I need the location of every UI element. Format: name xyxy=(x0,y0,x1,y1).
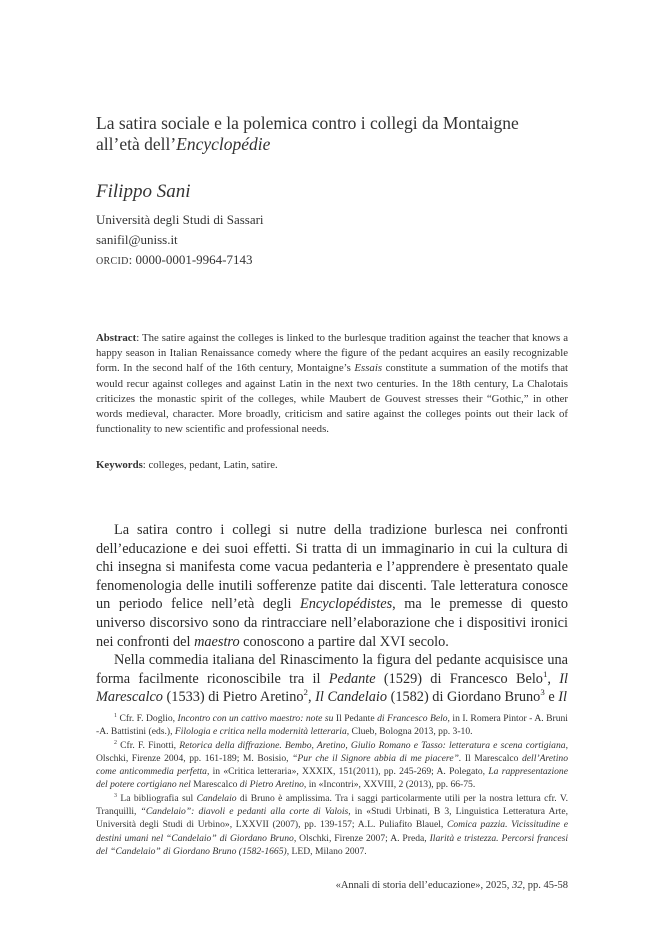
keywords: Keywords: colleges, pedant, Latin, satire. xyxy=(96,459,278,471)
footnote-number: 1 xyxy=(114,712,117,719)
paragraph: La satira contro i collegi si nutre della tradizione burlesca nei confronti dell’educazione e dei suoi effetti. Si tratta di un immaginario in cui la cultura di chi insegna si manifesta come vacua pedanteria e l’apprendere è presentato quale fenomenologia delle inutili sofferenze patite dai discenti. Tale letteratura conosce un periodo felice nell’età degli Encyclopédistes, ma le premesse di questo universo discorsivo sono da rintracciare nell’elaborazione che i dispositivi ironici nei confronti del maestro conoscono a partire dal XVI secolo. xyxy=(96,522,568,650)
article-title xyxy=(96,113,568,155)
footnote-ref[interactable]: 3 xyxy=(540,687,545,698)
email: sanifil@uniss.it xyxy=(96,232,178,247)
orcid: ORCID: 0000-0001-9964-7143 xyxy=(96,252,253,267)
title-line-2: all’età dell’Encyclopédie xyxy=(96,134,271,154)
title-line-1: La satira sociale e la polemica contro i collegi da Montaigne xyxy=(96,113,519,133)
footnote-ref[interactable]: 1 xyxy=(542,668,548,679)
footnote-ref[interactable]: 2 xyxy=(303,687,308,698)
footnote: $^1$ Cfr. F. Doglio, Incontro con un cattivo maestro: note su Il Pedante di Francesco Belo, in I. Romera Pintor - A. Bruni -A. Battistini (eds.), Filologia e critica nella modernità letteraria, Clueb, Bologna 2013, pp. 3-10. xyxy=(96,712,568,738)
author-name: Filippo Sani xyxy=(96,181,191,202)
affiliation: Università degli Studi di Sassari xyxy=(96,212,264,227)
abstract-label: Abstract xyxy=(96,332,137,344)
footnote-number: 3 xyxy=(114,792,117,799)
paragraph: Nella commedia italiana del Rinascimento la figura del pedante acquisisce una forma facilmente riconoscibile tra il Pedante (1529) di Francesco Belo$^1$, Il Marescalco (1533) di Pietro Aretino$^2$, Il Candelaio (1582) di Giordano Bruno$^3$ e Il xyxy=(96,652,568,706)
footnote-number: 2 xyxy=(114,739,117,746)
keywords-label: Keywords xyxy=(96,459,143,471)
abstract: Abstract: The satire against the colleges is linked to the burlesque tradition against the teacher that knows a happy season in Italian Renaissance comedy where the figure of the pedant acquires an easily recognizable form. In the second half of the 16th century, Montaigne’s Essais constitute a summation of the motifs that would recur against colleges and against Latin in the next two centuries. In the 18th century, La Chalotais criticizes the monastic spirit of the colleges, while Maubert de Gouvest stresses their “Gothic,” in other words medieval, character. More broadly, criticism and satire against the colleges points out their lack of functionality to new scientific and professional needs. xyxy=(96,332,568,436)
journal-citation: «Annali di storia dell’educazione», 2025, 32, pp. 45-58 xyxy=(335,880,568,891)
footnote: $^3$ La bibliografia sul Candelaio di Bruno è amplissima. Tra i saggi particolarmente utili per la nostra lettura cfr. V. Tranquilli, “Candelaio”: diavoli e pedanti alla corte di Valois, in «Studi Urbinati, B 3, Linguistica Letteratura Arte, Università degli Studi di Urbino», LXXVII (2007), pp. 139-157; A.L. Puliafito Blauel, Comica pazzia. Vicissitudine e destini umani nel “Candelaio” di Giordano Bruno, Olschki, Firenze 2007; A. Preda, Ilarità e tristezza. Percorsi francesi del “Candelaio” di Giordano Bruno (1582-1665), LED, Milano 2007. xyxy=(96,792,568,857)
body-text xyxy=(96,521,568,707)
footnotes xyxy=(96,712,568,858)
footnote: $^2$ Cfr. F. Finotti, Retorica della diffrazione. Bembo, Aretino, Giulio Romano e Tasso: letteratura e scena cortigiana, Olschki, Firenze 2004, pp. 161-189; M. Bosisio, “Pur che il Signore abbia di me piacere”. Il Marescalco dell’Aretino come anticommedia perfetta, in «Critica letteraria», XXXIX, 151(2011), pp. 245-269; A. Polegato, La rappresentazione del potere cortigiano nel Marescalco di Pietro Aretino, in «Incontri», XXVIII, 2 (2013), pp. 66-75. xyxy=(96,739,568,791)
author-details xyxy=(96,210,568,272)
